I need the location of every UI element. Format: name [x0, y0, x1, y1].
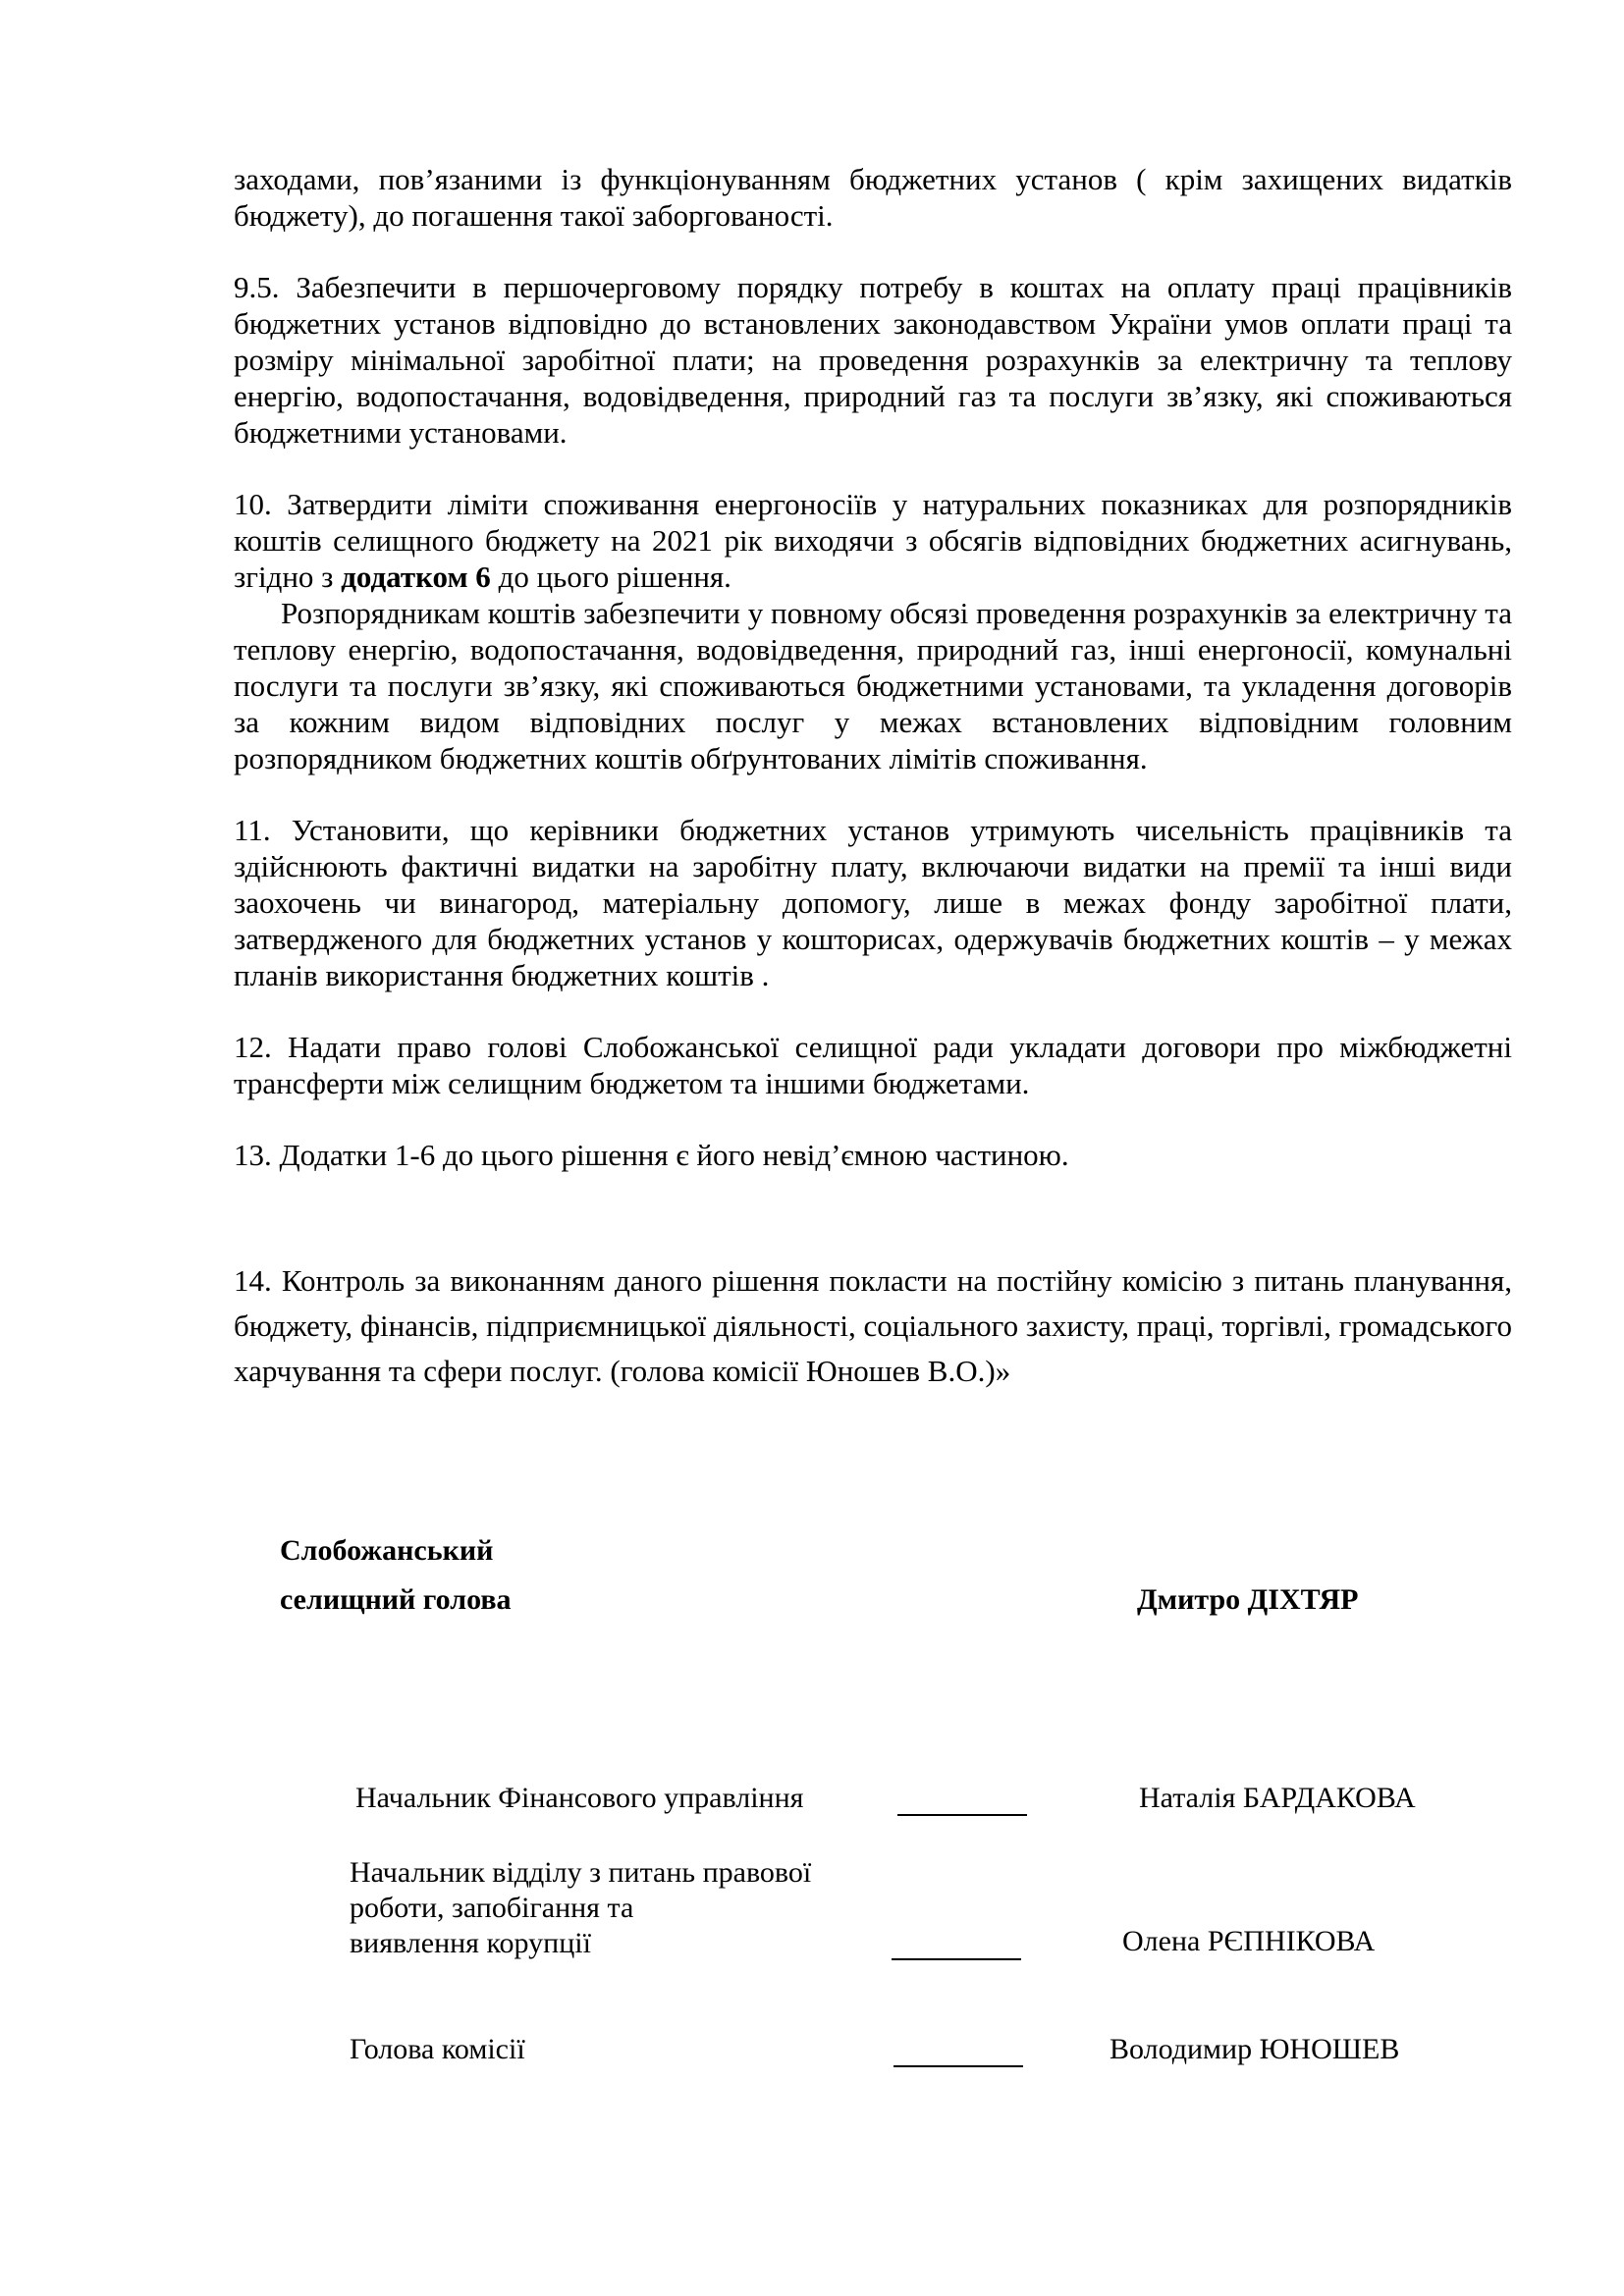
- approval-position: Начальник Фінансового управління: [355, 1782, 804, 1814]
- signature-title: [280, 1526, 512, 1625]
- approval-name: Володимир ЮНОШЕВ: [1110, 2033, 1400, 2065]
- approval-position-line-1: Начальник відділу з питань правової: [350, 1856, 812, 1889]
- approval-position-line-2: роботи, запобігання та: [350, 1892, 634, 1924]
- signature-line: [892, 1958, 1021, 1960]
- signature-line: [897, 1814, 1027, 1816]
- approval-position: [350, 1855, 811, 1961]
- signature-title-line-1: Слобожанський: [280, 1534, 494, 1567]
- approval-name: Наталія БАРДАКОВА: [1139, 1782, 1416, 1814]
- paragraph-14: 14. Контроль за виконанням даного рішення покласти на постійну комісію з питань планування, бюджету, фінансів, підприємницької діяльності, соціального захисту, праці, торгівлі, громадського харчування та сфери послуг. (голова комісії Юношев В.О.)»: [234, 1263, 1512, 1388]
- paragraph-10-tail: до цього рішення.: [490, 560, 731, 594]
- paragraph-10-text: 10. Затвердити ліміти споживання енергоносіїв у натуральних показниках для розпорядників коштів селищного бюджету на 2021 рік виходячи з обсягів відповідних бюджетних асигнувань, згідно з: [234, 487, 1512, 594]
- paragraph-9-5: 9.5. Забезпечити в першочерговому порядку потребу в коштах на оплату праці працівників бюджетних установ відповідно до встановлених законодавством України умов оплати праці та розміру мінімальної заробітної плати; на проведення розрахунків за електричну та теплову енергію, водопостачання, водовідведення, природний газ та послуги зв’язку, які споживаються бюджетними установами.: [234, 270, 1512, 450]
- paragraph-10: [234, 486, 1512, 595]
- paragraph-10-continuation: Розпорядникам коштів забезпечити у повному обсязі проведення розрахунків за електричну та теплову енергію, водопостачання, водовідведення, природний газ, інші енергоносії, комунальні послуги та послуги зв’язку, які споживаються бюджетними установами, та укладення договорів за кожним видом відповідних послуг у межах встановлених відповідним головним розпорядником бюджетних коштів обґрунтованих лімітів споживання.: [234, 596, 1512, 775]
- paragraph-10-bold: додатком 6: [341, 560, 491, 594]
- approval-position-line-3: виявлення корупції: [350, 1927, 591, 1959]
- document-body: [234, 161, 1512, 1394]
- signature-line: [893, 2065, 1023, 2067]
- paragraph-12: 12. Надати право голові Слобожанської селищної ради укладати договори про міжбюджетні трансферти між селищним бюджетом та іншими бюджетами.: [234, 1030, 1512, 1100]
- paragraph-13: 13. Додатки 1-6 до цього рішення є його невід’ємною частиною.: [234, 1138, 1069, 1172]
- paragraph-continuation: заходами, пов’язаними із функціонуванням бюджетних установ ( крім захищених видатків бюджету), до погашення такої заборгованості.: [234, 162, 1512, 233]
- approval-name: Олена РЄПНІКОВА: [1122, 1925, 1376, 1957]
- signature-name: Дмитро ДІХТЯР: [1137, 1583, 1359, 1616]
- approval-position: Голова комісії: [350, 2033, 525, 2065]
- paragraph-11: 11. Установити, що керівники бюджетних установ утримують чисельність працівників та здійснюють фактичні видатки на заробітну плату, включаючи видатки на премії та інші види заохочень чи винагород, матеріальну допомогу, лише в межах фонду заробітної плати, затвердженого для бюджетних установ у кошторисах, одержувачів бюджетних коштів – у межах планів використання бюджетних коштів .: [234, 813, 1512, 992]
- signature-title-line-2: селищний голова: [280, 1583, 512, 1616]
